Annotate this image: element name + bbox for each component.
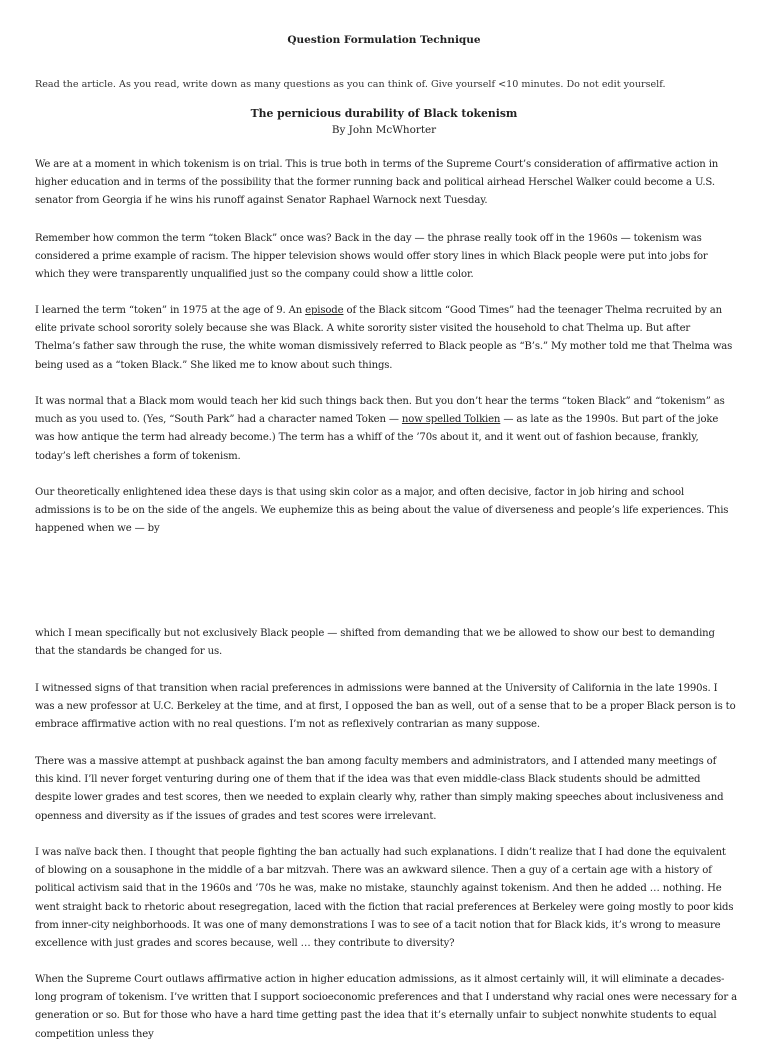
- paragraph-2: Remember how common the term “token Black” once was? Back in the day — the phrase really took off in the 1960s — tokenism was considered a prime example of racism. The hipper television shows would offer story lines in which Black people were put into jobs for which they were transparently unqualified just so the company could show a little color.: [35, 233, 708, 281]
- episode-link[interactable]: episode: [305, 305, 344, 316]
- paragraph-3: [35, 302, 737, 375]
- paragraph-6: which I mean specifically but not exclusively Black people — shifted from demanding that we be allowed to show our best to demanding that the standards be changed for us.: [35, 628, 715, 658]
- paragraph-10: When the Supreme Court outlaws affirmative action in higher education admissions, as it almost certainly will, it will eliminate a decades-long program of tokenism. I’ve written that I support socioeconomic preferences and that I understand why racial ones were necessary for a generation or so. But for those who have a hard time getting past the idea that it’s eternally unfair to subject nonwhite students to equal competition unless they: [35, 974, 737, 1040]
- paragraph-4-text-a: It was normal that a Black mom would teach her kid such things back then. But you don’t hear the terms “token Black” and “tokenism” as much as you used to. (Yes, “South Park” had a character named Token —: [35, 396, 725, 426]
- paragraph-8: There was a massive attempt at pushback against the ban among faculty members and administrators, and I attended many meetings of this kind. I’ll never forget venturing during one of them that if the idea was that even middle-class Black students should be admitted despite lower grades and test scores, then we needed to explain clearly why, rather than simply making speeches about inclusiveness and openness and diversity as if the issues of grades and test scores were irrelevant.: [35, 756, 724, 822]
- article-byline: By John McWhorter: [331, 124, 437, 136]
- instructions-text: Read the article. As you read, write down as many questions as you can think of. Give yourself <10 minutes. Do not edit yourself.: [35, 79, 666, 90]
- paragraph-1: We are at a moment in which tokenism is on trial. This is true both in terms of the Supreme Court’s consideration of affirmative action in higher education and in terms of the possibility that the former running back and political airhead Herschel Walker could become a U.S. senator from Georgia if he wins his runoff against Senator Raphael Warnock next Tuesday.: [35, 159, 719, 207]
- tolkien-link[interactable]: now spelled Tolkien: [401, 414, 501, 426]
- paragraph-4: [35, 393, 737, 466]
- document-title: Question Formulation Technique: [287, 34, 481, 46]
- article-title: The pernicious durability of Black tokenism: [250, 107, 518, 120]
- paragraph-5: Our theoretically enlightened idea these days is that using skin color as a major, and often decisive, factor in job hiring and school admissions is to be on the side of the angels. We euphemize this as being about the value of diverseness and people’s life experiences. This happened when we — by: [35, 487, 729, 535]
- paragraph-3-text-b: of the Black sitcom “Good Times” had the teenager Thelma recruited by an elite private school sorority solely because she was Black. A white sorority sister visited the household to chat Thelma up. But after Thelma’s father saw through the ruse, the white woman dismissively referred to Black people as “B’s.” My mother told me that Thelma was being used as a “token Black.” She liked me to know about such things.: [35, 305, 733, 371]
- paragraph-9: I was naïve back then. I thought that people fighting the ban actually had such explanations. I didn’t realize that I had done the equivalent of blowing on a sousaphone in the middle of a bar mitzvah. There was an awkward silence. Then a guy of a certain age with a history of political activism said that in the 1960s and ’70s he was, make no mistake, staunchly against tokenism. And then he added … nothing. He went straight back to rhetoric about resegregation, laced with the fiction that racial preferences at Berkeley were going mostly to poor kids from inner-city neighborhoods. It was one of many demonstrations I was to see of a tacit notion that for Black kids, it’s wrong to measure excellence with just grades and scores because, well … they contribute to diversity?: [35, 847, 734, 950]
- paragraph-3-text-a: I learned the term “token” in 1975 at the age of 9. An: [35, 305, 306, 316]
- paragraph-4-text-b: — as late as the 1990s. But part of the joke was how antique the term had already become.) The term has a whiff of the ’70s about it, and it went out of fashion because, frankly, today’s left cherishes a form of tokenism.: [35, 414, 719, 462]
- paragraph-7: I witnessed signs of that transition when racial preferences in admissions were banned at the University of California in the late 1990s. I was a new professor at U.C. Berkeley at the time, and at first, I opposed the ban as well, out of a sense that to be a proper Black person is to embrace affirmative action with no real questions. I’m not as reflexively contrarian as many suppose.: [35, 683, 736, 731]
